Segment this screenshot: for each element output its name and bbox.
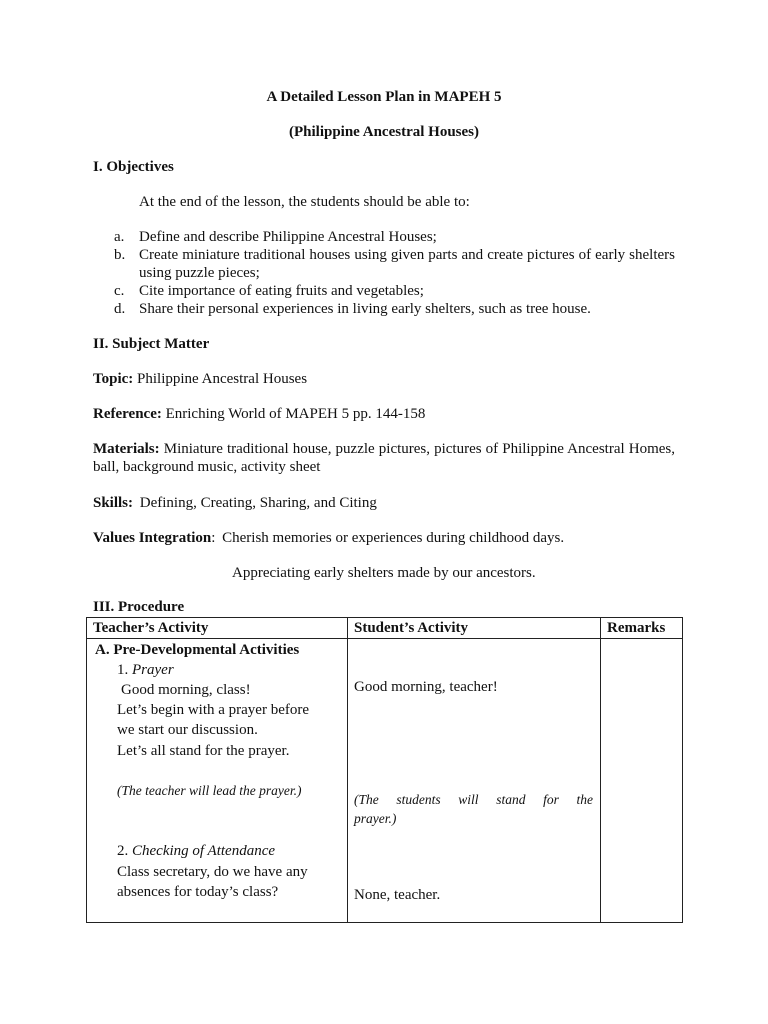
teacher-activity-cell [87,639,348,923]
values-line [93,529,564,547]
objectives-heading: I. Objectives [93,159,174,175]
skills-label: Skills: [93,495,134,511]
values-value: Cherish memories or experiences during childhood days. [222,530,565,546]
topic-value: Philippine Ancestral Houses [137,371,308,387]
attendance-step [117,841,275,861]
topic-label: Topic: [93,371,134,387]
objective-text: Create miniature traditional houses using given parts and create pictures of early shelters using puzzle pieces; [139,247,675,281]
skills-value: Defining, Creating, Sharing, and Citing [139,495,377,511]
column-header-student: Student’s Activity [348,618,601,639]
objective-marker: d. [114,301,126,317]
teacher-line: we start our discussion. [117,722,258,738]
remarks-content [601,639,682,922]
objectives-intro: At the end of the lesson, the students should be able to: [139,194,470,210]
prayer-step [117,660,174,680]
student-activity-cell [348,639,601,923]
objective-marker: a. [114,229,125,245]
materials-line [93,440,675,476]
step-title: Checking of Attendance [132,843,276,859]
reference-line [93,405,425,423]
materials-value: Miniature traditional house, puzzle pictures, pictures of Philippine Ancestral Homes, ball, background music, activity sheet [93,441,675,475]
values-label: Values Integration [93,530,212,546]
subject-matter-heading: II. Subject Matter [93,336,210,352]
materials-label: Materials: [93,441,160,457]
document-subtitle: (Philippine Ancestral Houses) [288,124,479,140]
teacher-note: (The teacher will lead the prayer.) [117,783,302,798]
step-number: 1. [117,662,129,678]
teacher-greeting: Good morning, class! [121,682,251,698]
values-colon: : [211,530,216,546]
step-title: Prayer [132,662,174,678]
teacher-line: Let’s all stand for the prayer. [117,743,290,759]
objective-text: Define and describe Philippine Ancestral Houses; [139,229,437,245]
section-heading: A. Pre-Developmental Activities [95,642,300,658]
remarks-cell [601,639,683,923]
column-header-teacher: Teacher’s Activity [87,618,348,639]
objective-text: Cite importance of eating fruits and vegetables; [139,283,424,299]
objective-marker: c. [114,283,125,299]
topic-line [93,370,307,388]
procedure-table [86,617,683,923]
table-header-row [87,618,683,639]
reference-label: Reference: [93,406,162,422]
procedure-heading: III. Procedure [93,599,185,615]
objective-text: Share their personal experiences in living early shelters, such as tree house. [139,301,591,317]
teacher-line: absences for today’s class? [117,884,279,900]
teacher-line: Let’s begin with a prayer before [117,702,310,718]
column-header-remarks: Remarks [601,618,683,639]
student-reply: None, teacher. [354,887,441,903]
skills-line [93,494,377,512]
table-row [87,639,683,923]
values-second-line: Appreciating early shelters made by our ancestors. [232,565,536,581]
objective-marker: b. [114,247,126,263]
reference-value: Enriching World of MAPEH 5 pp. 144-158 [165,406,426,422]
teacher-line: Class secretary, do we have any [117,864,308,880]
student-note: prayer.) [354,811,397,826]
step-number: 2. [117,843,129,859]
document-title: A Detailed Lesson Plan in MAPEH 5 [266,89,502,105]
student-reply: Good morning, teacher! [354,679,498,695]
student-note: (The students will stand for the [354,792,593,807]
